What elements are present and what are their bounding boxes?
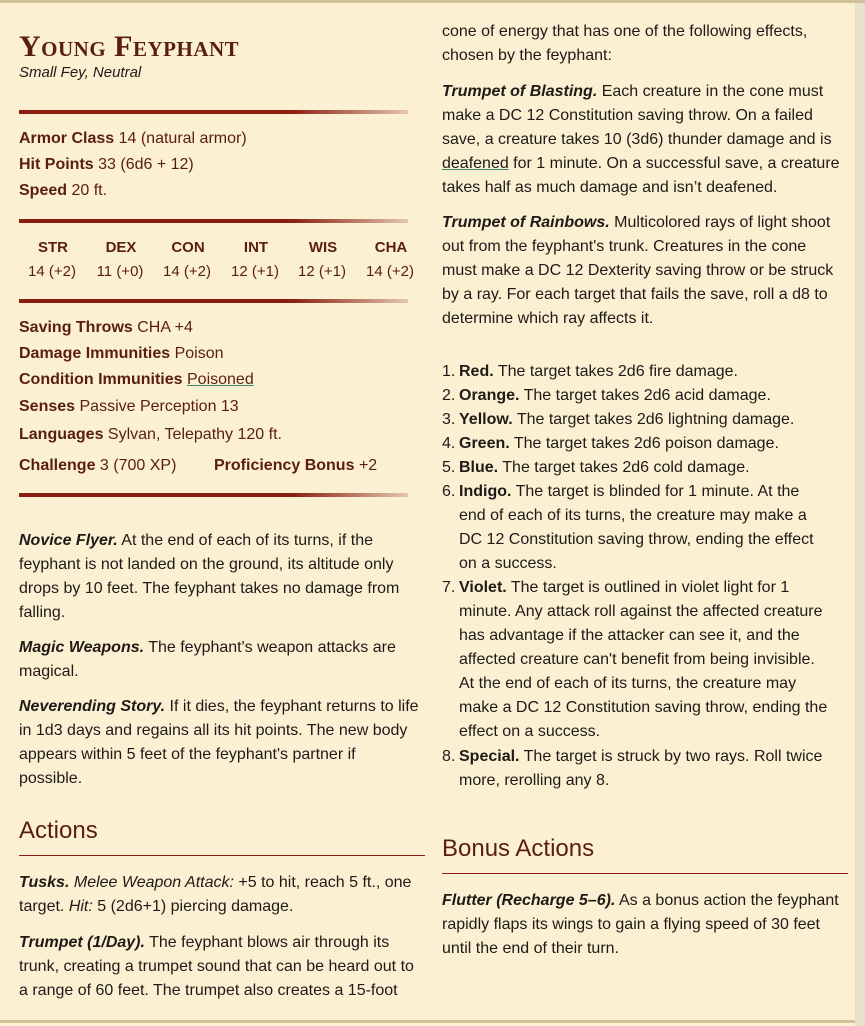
armor-class: Armor Class 14 (natural armor): [19, 130, 247, 147]
trait-novice-flyer: Novice Flyer. At the end of each of its turns, if the feyphant is not landed on the ground, its altitude only drops by 10 feet. The feyphant takes no damage from falling.: [19, 532, 400, 621]
divider-rule: [19, 219, 408, 223]
ability-str-label: STR: [38, 239, 68, 256]
scrollbar-track[interactable]: [855, 3, 865, 1026]
stat-block-page: Young Feyphant Small Fey, Neutral Armor Class 14 (natural armor) Hit Points 33 (6d6 + 12) Speed 20 ft. STR DEX CON INT WIS CHA 14 (+2) 11 (+0) 14 (+2) 12 (+1) 12 (+1) 14 (+2) Saving Throws CHA +4 Damage Immunities Poison Condition Immunities Poisoned Senses Passive Perception 13 Languages Sylvan, Telepathy 120 ft. Challenge 3 (700 XP) Proficiency Bonus +2 Novice Flyer. At the end of each of its turns, if the feyphant is not landed on the ground, its altitude only drops by 10 feet. The feyphant takes no damage from falling. Magic Weapons. The feyphant's weapon attacks are magical. Neverending Story. If it dies, the feyphant returns to life in 1d3 days and regains all its hit points. The new body appears within 5 feet of the feyphant's partner if possible. Actions Tusks. Melee Weapon Attack: +5 to hit, reach 5 ft., one target. Hit: 5 (2d6+1) piercing damage. Trumpet (1/Day). The feyphant blows air through its trunk, creating a trumpet sound that can be heard out to a range of 60 feet. The trumpet also creates a 15-foot cone of energy that has one of the following effects, chosen by the feyphant: Trumpet of Blasting. Each creature in the cone must make a DC 12 Constitution saving throw. On a failed save, a creature takes 10 (3d6) thunder damage and is deafened for 1 minute. On a successful save, a creature takes half as much damage and isn’t deafened. Trumpet of Rainbows. Multicolored rays of light shoot out from the feyphant's trunk. Creatures in the cone must make a DC 12 Dexterity saving throw or be struck by a ray. For each target that fails the save, roll a d8 to determine which ray affects it. 1. Red. The target takes 2d6 fire damage. 2. Orange. The target takes 2d6 acid damage. 3. Yellow. The target takes 2d6 lightning damage. 4. Green. The target takes 2d6 poison damage. 5. Blue. The target takes 2d6 cold damage. 6. Indigo. The target is blinded for 1 minute. At the end of each of its turns, the creature may make a DC 12 Constitution saving throw, ending the effect on a success. 7. Violet. The target is outlined in violet light for 1 minute. Any attack roll against the affected creature has advantage if the attacker can see it, and the affected creature can't benefit from being invisible. At the end of each of its turns, the creature may make a DC 12 Constitution saving throw, ending the effect on a success. 8. Special. The target is struck by two rays. Roll twice more, rerolling any 8. Bonus Actions Flutter (Recharge 5–6). As a bonus action the feyphant rapidly flaps its wings to gain a flying speed of 30 feet until the end of their turn.: [0, 0, 865, 1023]
proficiency-bonus: Proficiency Bonus +2: [214, 457, 378, 474]
trait-neverending-story: Neverending Story. If it dies, the feyphant returns to life in 1d3 days and regains all its hit points. The new body appears within 5 feet of the feyphant's partner if possible.: [19, 698, 419, 787]
creature-type: Small Fey, Neutral: [19, 64, 142, 81]
speed: Speed 20 ft.: [19, 182, 108, 199]
bonus-actions-heading-rule: [442, 873, 848, 874]
actions-heading: Actions: [19, 817, 98, 844]
ability-con-score: 14 (+2): [163, 263, 211, 280]
ability-int-label: INT: [243, 239, 269, 256]
challenge: Challenge 3 (700 XP): [19, 457, 177, 474]
ability-dex-label: DEX: [105, 239, 137, 256]
languages: Languages Sylvan, Telepathy 120 ft.: [19, 426, 282, 443]
condition-immunities: Condition Immunities Poisoned: [19, 371, 254, 388]
bonus-actions-heading: Bonus Actions: [442, 835, 595, 862]
poisoned-link[interactable]: Poisoned: [187, 371, 254, 388]
ability-cha-score: 14 (+2): [366, 263, 414, 280]
divider-rule: [19, 299, 408, 303]
saving-throws: Saving Throws CHA +4: [19, 319, 193, 336]
damage-immunities: Damage Immunities Poison: [19, 345, 224, 362]
bonus-action-flutter: Flutter (Recharge 5–6). As a bonus action the feyphant rapidly flaps its wings to gain a flying speed of 30 feet until the end of their turn.: [442, 892, 839, 957]
divider-rule: [19, 110, 408, 114]
trumpet-continued: cone of energy that has one of the following effects, chosen by the feyphant:: [442, 23, 808, 64]
creature-name: Young Feyphant: [19, 30, 240, 63]
trumpet-of-rainbows: Trumpet of Rainbows. Multicolored rays of light shoot out from the feyphant's trunk. Creatures in the cone must make a DC 12 Dexterity saving throw or be struck by a ray. For each target that fails the save, roll a d8 to determine which ray affects it.: [442, 214, 834, 327]
divider-rule: [19, 493, 408, 497]
ability-con-label: CON: [171, 239, 205, 256]
deafened-link[interactable]: deafened: [442, 155, 509, 172]
trumpet-of-blasting: Trumpet of Blasting. Each creature in the cone must make a DC 12 Constitution saving throw. On a failed save, a creature takes 10 (3d6) thunder damage and is deafened for 1 minute. On a successful save, a creature takes half as much damage and isn’t deafened.: [442, 83, 840, 196]
ability-wis-label: WIS: [308, 239, 338, 256]
hit-points: Hit Points 33 (6d6 + 12): [19, 156, 194, 173]
ability-str-score: 14 (+2): [28, 263, 76, 280]
senses: Senses Passive Perception 13: [19, 398, 239, 415]
action-trumpet: Trumpet (1/Day). The feyphant blows air through its trunk, creating a trumpet sound that can be heard out to a range of 60 feet. The trumpet also creates a 15-foot: [19, 934, 414, 999]
action-tusks: Tusks. Melee Weapon Attack: +5 to hit, reach 5 ft., one target. Hit: 5 (2d6+1) piercing damage.: [19, 874, 412, 915]
ability-cha-label: CHA: [374, 239, 408, 256]
trait-magic-weapons: Magic Weapons. The feyphant's weapon attacks are magical.: [19, 639, 396, 680]
ability-int-score: 12 (+1): [231, 263, 279, 280]
ability-wis-score: 12 (+1): [298, 263, 346, 280]
ability-dex-score: 11 (+0): [96, 263, 144, 280]
actions-heading-rule: [19, 855, 425, 856]
